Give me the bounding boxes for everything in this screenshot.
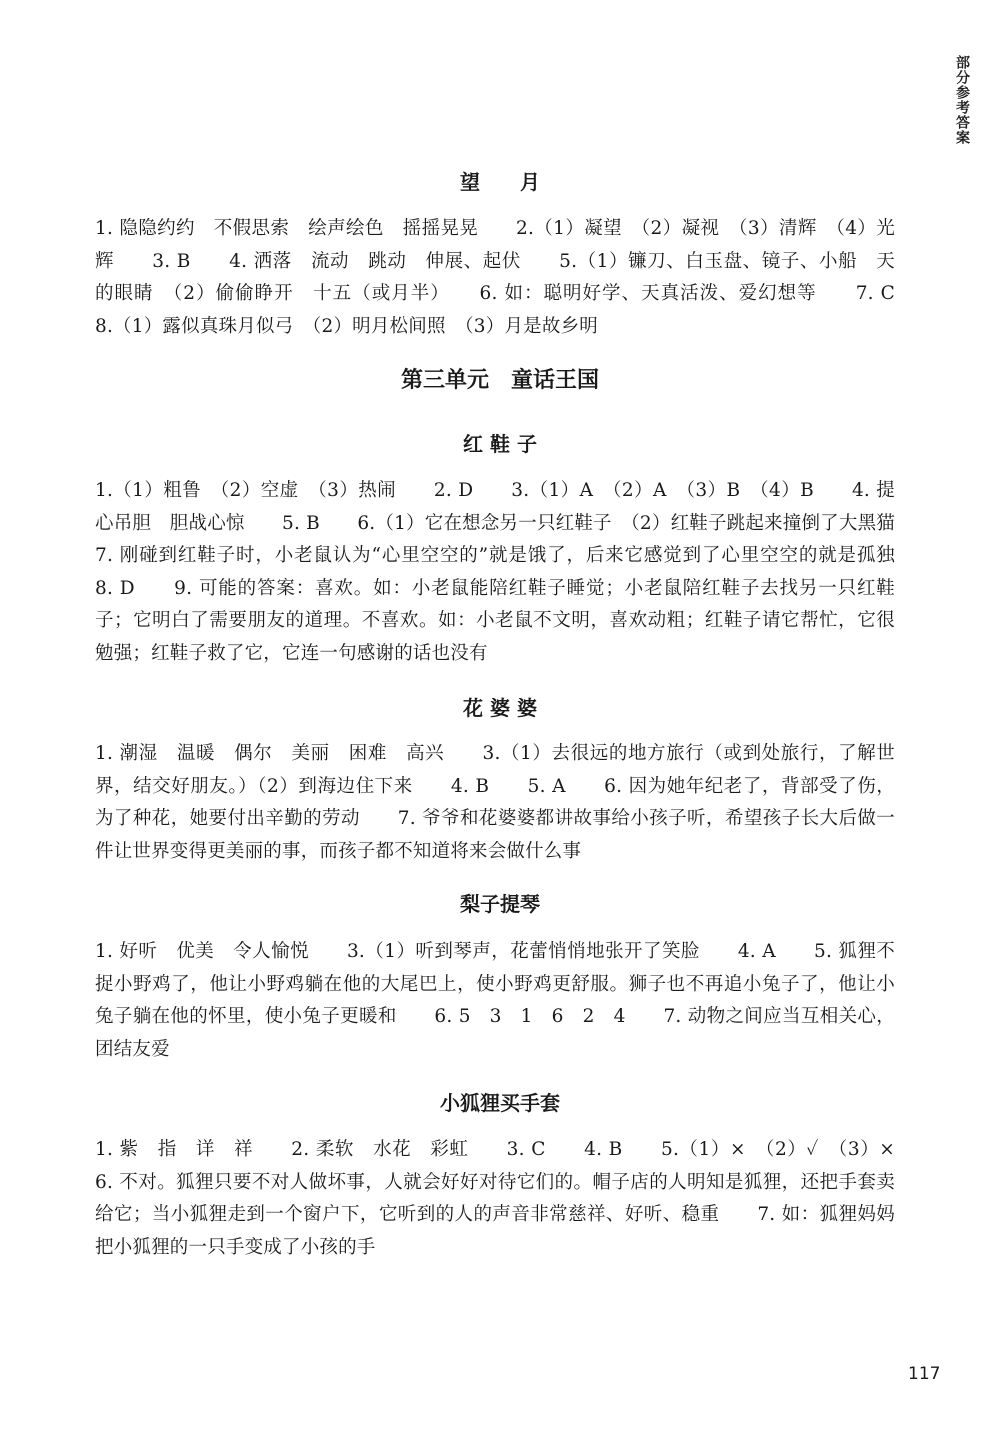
side-tab-label: 部分参考答案	[954, 55, 970, 145]
section-body-huapopo: 1. 潮湿 温暖 偶尔 美丽 困难 高兴 3.（1）去很远的地方旅行（或到处旅行，了解世界，结交好朋友。）（2）到海边住下来 4. B 5. A 6. 因为她年纪老了，背部受了伤，为了种花，她要付出辛勤的劳动 7. 爷爷和花婆婆都讲故事给小孩子听，希望孩子长大后做一件让世界变得更美丽的事，而孩子都不知道将来会做什么事	[95, 743, 895, 862]
section-body-hongxiezi: 1.（1）粗鲁 （2）空虚 （3）热闹 2. D 3.（1）A （2）A （3）B （4）B 4. 提心吊胆 胆战心惊 5. B 6.（1）它在想念另一只红鞋子 （2）红鞋子跳起来撞倒了大黑猫 7. 刚碰到红鞋子时，小老鼠认为“心里空空的”就是饿了，后来它感觉到了心里空空的就是孤独 8. D 9. 可能的答案：喜欢。如：小老鼠能陪红鞋子睡觉；小老鼠陪红鞋子去找另一只红鞋子；它明白了需要朋友的道理。不喜欢。如：小老鼠不文明，喜欢动粗；红鞋子请它帮忙，它很勉强；红鞋子救了它，它连一句感谢的话也没有	[95, 480, 933, 664]
section-title-wangyue: 望 月	[460, 170, 540, 194]
section-body-wangyue: 1. 隐隐约约 不假思索 绘声绘色 摇摇晃晃 2.（1）凝望 （2）凝视 （3）清辉 （4）光辉 3. B 4. 洒落 流动 跳动 伸展、起伏 5.（1）镰刀、白玉盘、镜子、小船 天的眼睛 （2）偷偷睁开 十五（或月半） 6. 如：聪明好学、天真活泼、爱幻想等 7. C 8.（1）露似真珠月似弓 （2）明月松间照 （3）月是故乡明	[95, 218, 933, 337]
page-number: 117	[908, 1364, 941, 1384]
unit-title: 第三单元 童话王国	[400, 368, 599, 393]
section-title-xiaohuli: 小狐狸买手套	[440, 1091, 560, 1115]
section-body-liziqinqin: 1. 好听 优美 令人愉悦 3.（1）听到琴声，花蕾悄悄地张开了笑脸 4. A 5. 狐狸不捉小野鸡了，他让小野鸡躺在他的大尾巴上，使小野鸡更舒服。狮子也不再追小兔子了，他让小兔子躺在他的怀里，使小兔子更暖和 6. 5 3 1 6 2 4 7. 动物之间应当互相关心，团结友爱	[95, 941, 895, 1060]
section-title-hongxiezi: 红 鞋 子	[463, 432, 537, 456]
section-body-xiaohuli: 1. 紫 指 详 祥 2. 柔软 水花 彩虹 3. C 4. B 5.（1）× （2）✓ （3）× 6. 不对。狐狸只要不对人做坏事，人就会好好对待它们的。帽子店的人明知是狐狸，还把手套卖给它；当小狐狸走到一个窗户下，它听到的人的声音非常慈祥、好听、稳重 7. 如：狐狸妈妈把小狐狸的一只手变成了小孩的手	[95, 1139, 933, 1258]
section-title-huapopo: 花 婆 婆	[463, 696, 537, 720]
section-title-liziqinqin: 梨子提琴	[460, 892, 540, 916]
